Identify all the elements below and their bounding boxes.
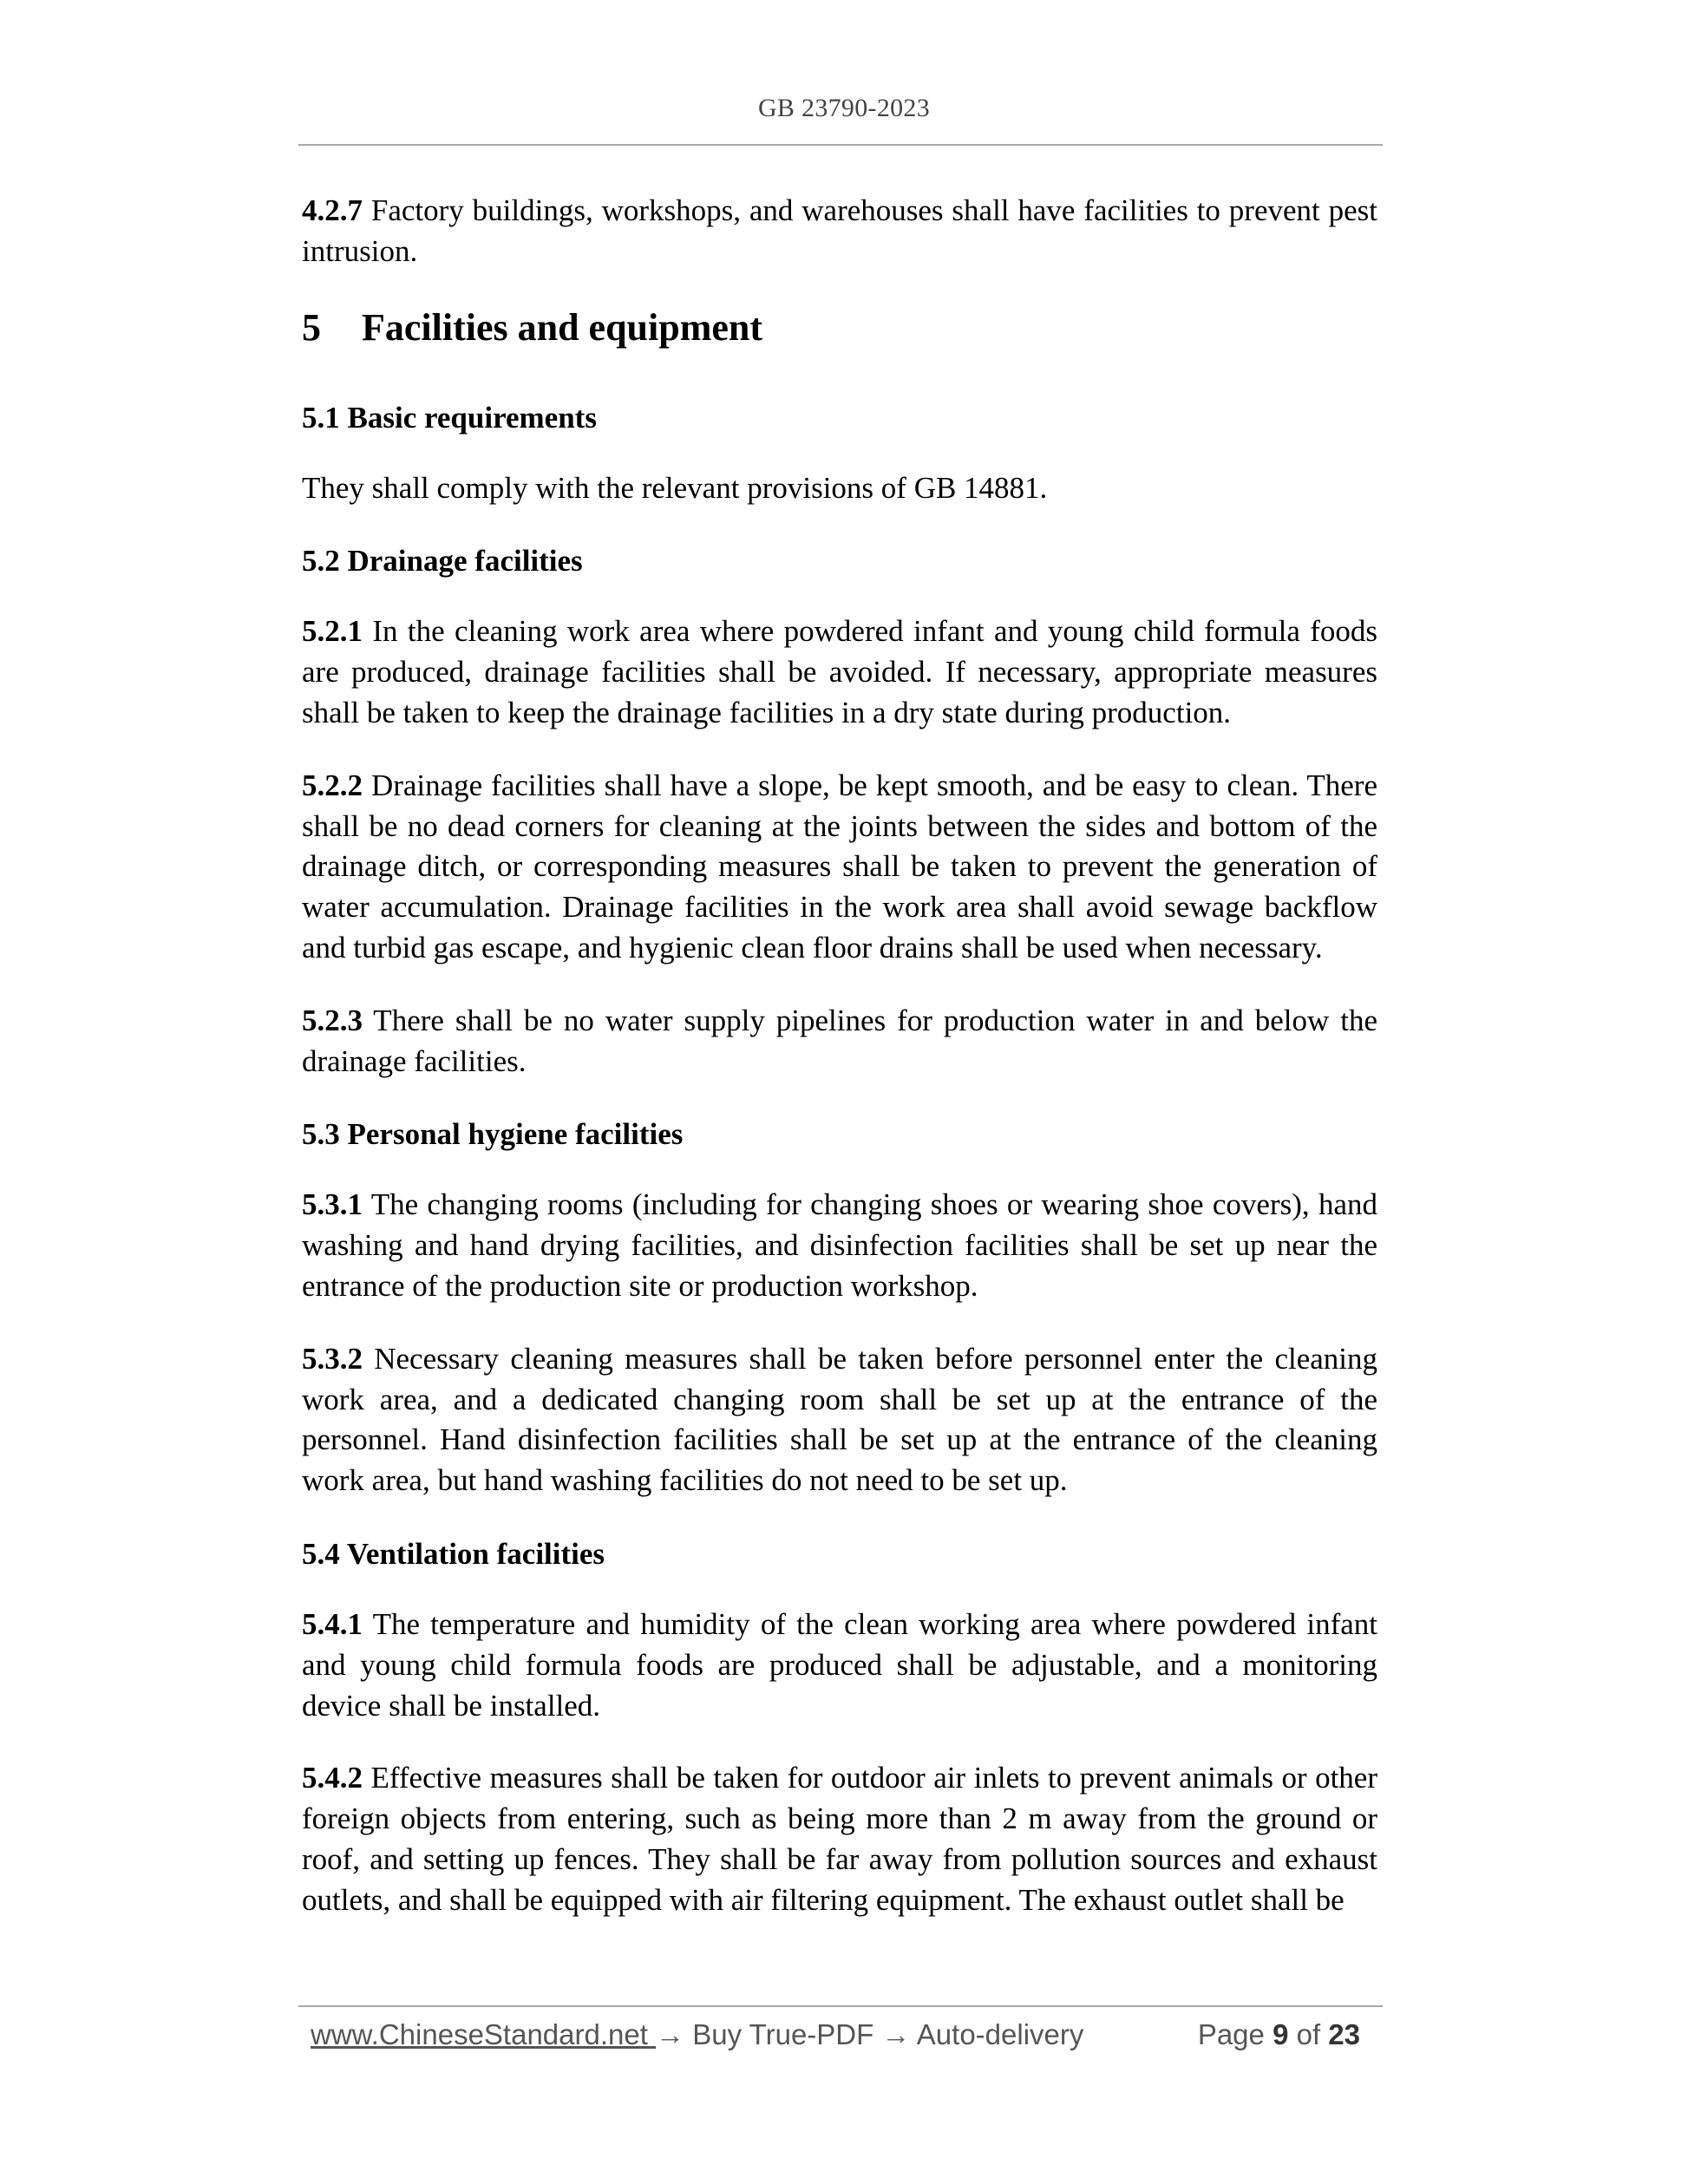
page-indicator <box>1198 2018 1360 2051</box>
auto-delivery-text: Auto-delivery <box>910 2018 1084 2050</box>
clause-number: 5.4.2 <box>302 1761 363 1795</box>
clause-text: Effective measures shall be taken for outdoor air inlets to prevent animals or other foreign objects from entering, such as being more than 2 m away from the ground or roof, and setting up fences. They shall be far away from pollution sources and exhaust outlets, and shall be equipped with air filtering equipment. The exhaust outlet shall be <box>302 1761 1377 1917</box>
clause-paragraph <box>302 1001 1377 1082</box>
clause-paragraph <box>302 468 1377 509</box>
clause-paragraph <box>302 1185 1377 1306</box>
clause-paragraph <box>302 1758 1377 1920</box>
clause-text: Necessary cleaning measures shall be taken before personnel enter the cleaning work area, and a dedicated changing room shall be set up at the entrance of the personnel. Hand disinfection facilities shall be set up at the entrance of the cleaning work area, but hand washing facilities do not need to be set up. <box>302 1341 1377 1498</box>
clause-text: The temperature and humidity of the clean working area where powdered infant and young child formula foods are produced shall be adjustable, and a monitoring device shall be installed. <box>302 1606 1377 1723</box>
clause-paragraph <box>302 611 1377 733</box>
footer-divider <box>298 2005 1383 2007</box>
website-link[interactable]: www.ChineseStandard.net <box>311 2018 657 2050</box>
clause-number: 5.4.1 <box>302 1606 363 1641</box>
of-label: of <box>1288 2018 1329 2050</box>
clause-number: 5.2.2 <box>302 768 363 802</box>
clause-text: Drainage facilities shall have a slope, be kept smooth, and be easy to clean. There shall be no dead corners for cleaning at the joints between the sides and bottom of the drainage ditch, or corresponding measures shall be taken to prevent the generation of water accumulation. Drainage facilities in the work area shall avoid sewage backflow and turbid gas escape, and hygienic clean floor drains shall be used when necessary. <box>302 768 1377 964</box>
subsection-heading: 5.1 Basic requirements <box>302 400 597 435</box>
clause-text: Factory buildings, workshops, and warehouses shall have facilities to prevent pest intrusion. <box>302 193 1377 268</box>
document-header-id: GB 23790-2023 <box>757 94 931 122</box>
clause-paragraph <box>302 191 1377 272</box>
subsection-heading: 5.3 Personal hygiene facilities <box>302 1117 684 1152</box>
document-body <box>302 191 1377 1953</box>
clause-number: 4.2.7 <box>302 193 363 227</box>
arrow-right-icon: → <box>656 2018 685 2050</box>
clause-text: There shall be no water supply pipelines for production water in and below the drainage facilities. <box>302 1003 1377 1078</box>
total-pages-number: 23 <box>1328 2018 1360 2050</box>
clause-text: The changing rooms (including for changing shoes or wearing shoe covers), hand washing and hand drying facilities, and disinfection facilities shall be set up near the entrance of the production site or production workshop. <box>302 1187 1377 1303</box>
footer-promo <box>311 2018 1083 2051</box>
clause-number: 5.2.3 <box>302 1003 363 1037</box>
subsection-heading: 5.4 Ventilation facilities <box>302 1536 605 1571</box>
clause-paragraph <box>302 1605 1377 1726</box>
subsection-heading: 5.2 Drainage facilities <box>302 544 583 579</box>
clause-number: 5.3.2 <box>302 1341 363 1376</box>
clause-number: 5.3.1 <box>302 1187 363 1222</box>
clause-text: In the cleaning work area where powdered infant and young child formula foods are produced, drainage facilities shall be avoided. If necessary, appropriate measures shall be taken to keep the drainage facilities in a dry state during production. <box>302 614 1377 729</box>
page-footer <box>311 2018 1377 2062</box>
page-label: Page <box>1197 2018 1273 2050</box>
section-number: 5 <box>302 305 321 349</box>
current-page-number: 9 <box>1273 2018 1289 2050</box>
clause-text: They shall comply with the relevant provisions of GB 14881. <box>302 470 1048 505</box>
section-title: Facilities and equipment <box>362 305 763 349</box>
header-divider <box>298 144 1383 146</box>
clause-paragraph <box>302 1339 1377 1501</box>
clause-paragraph <box>302 766 1377 969</box>
arrow-right-icon: → <box>881 2018 911 2050</box>
clause-number: 5.2.1 <box>302 614 363 649</box>
buy-true-pdf-text: Buy True-PDF <box>684 2018 882 2050</box>
section-heading <box>302 305 1377 350</box>
